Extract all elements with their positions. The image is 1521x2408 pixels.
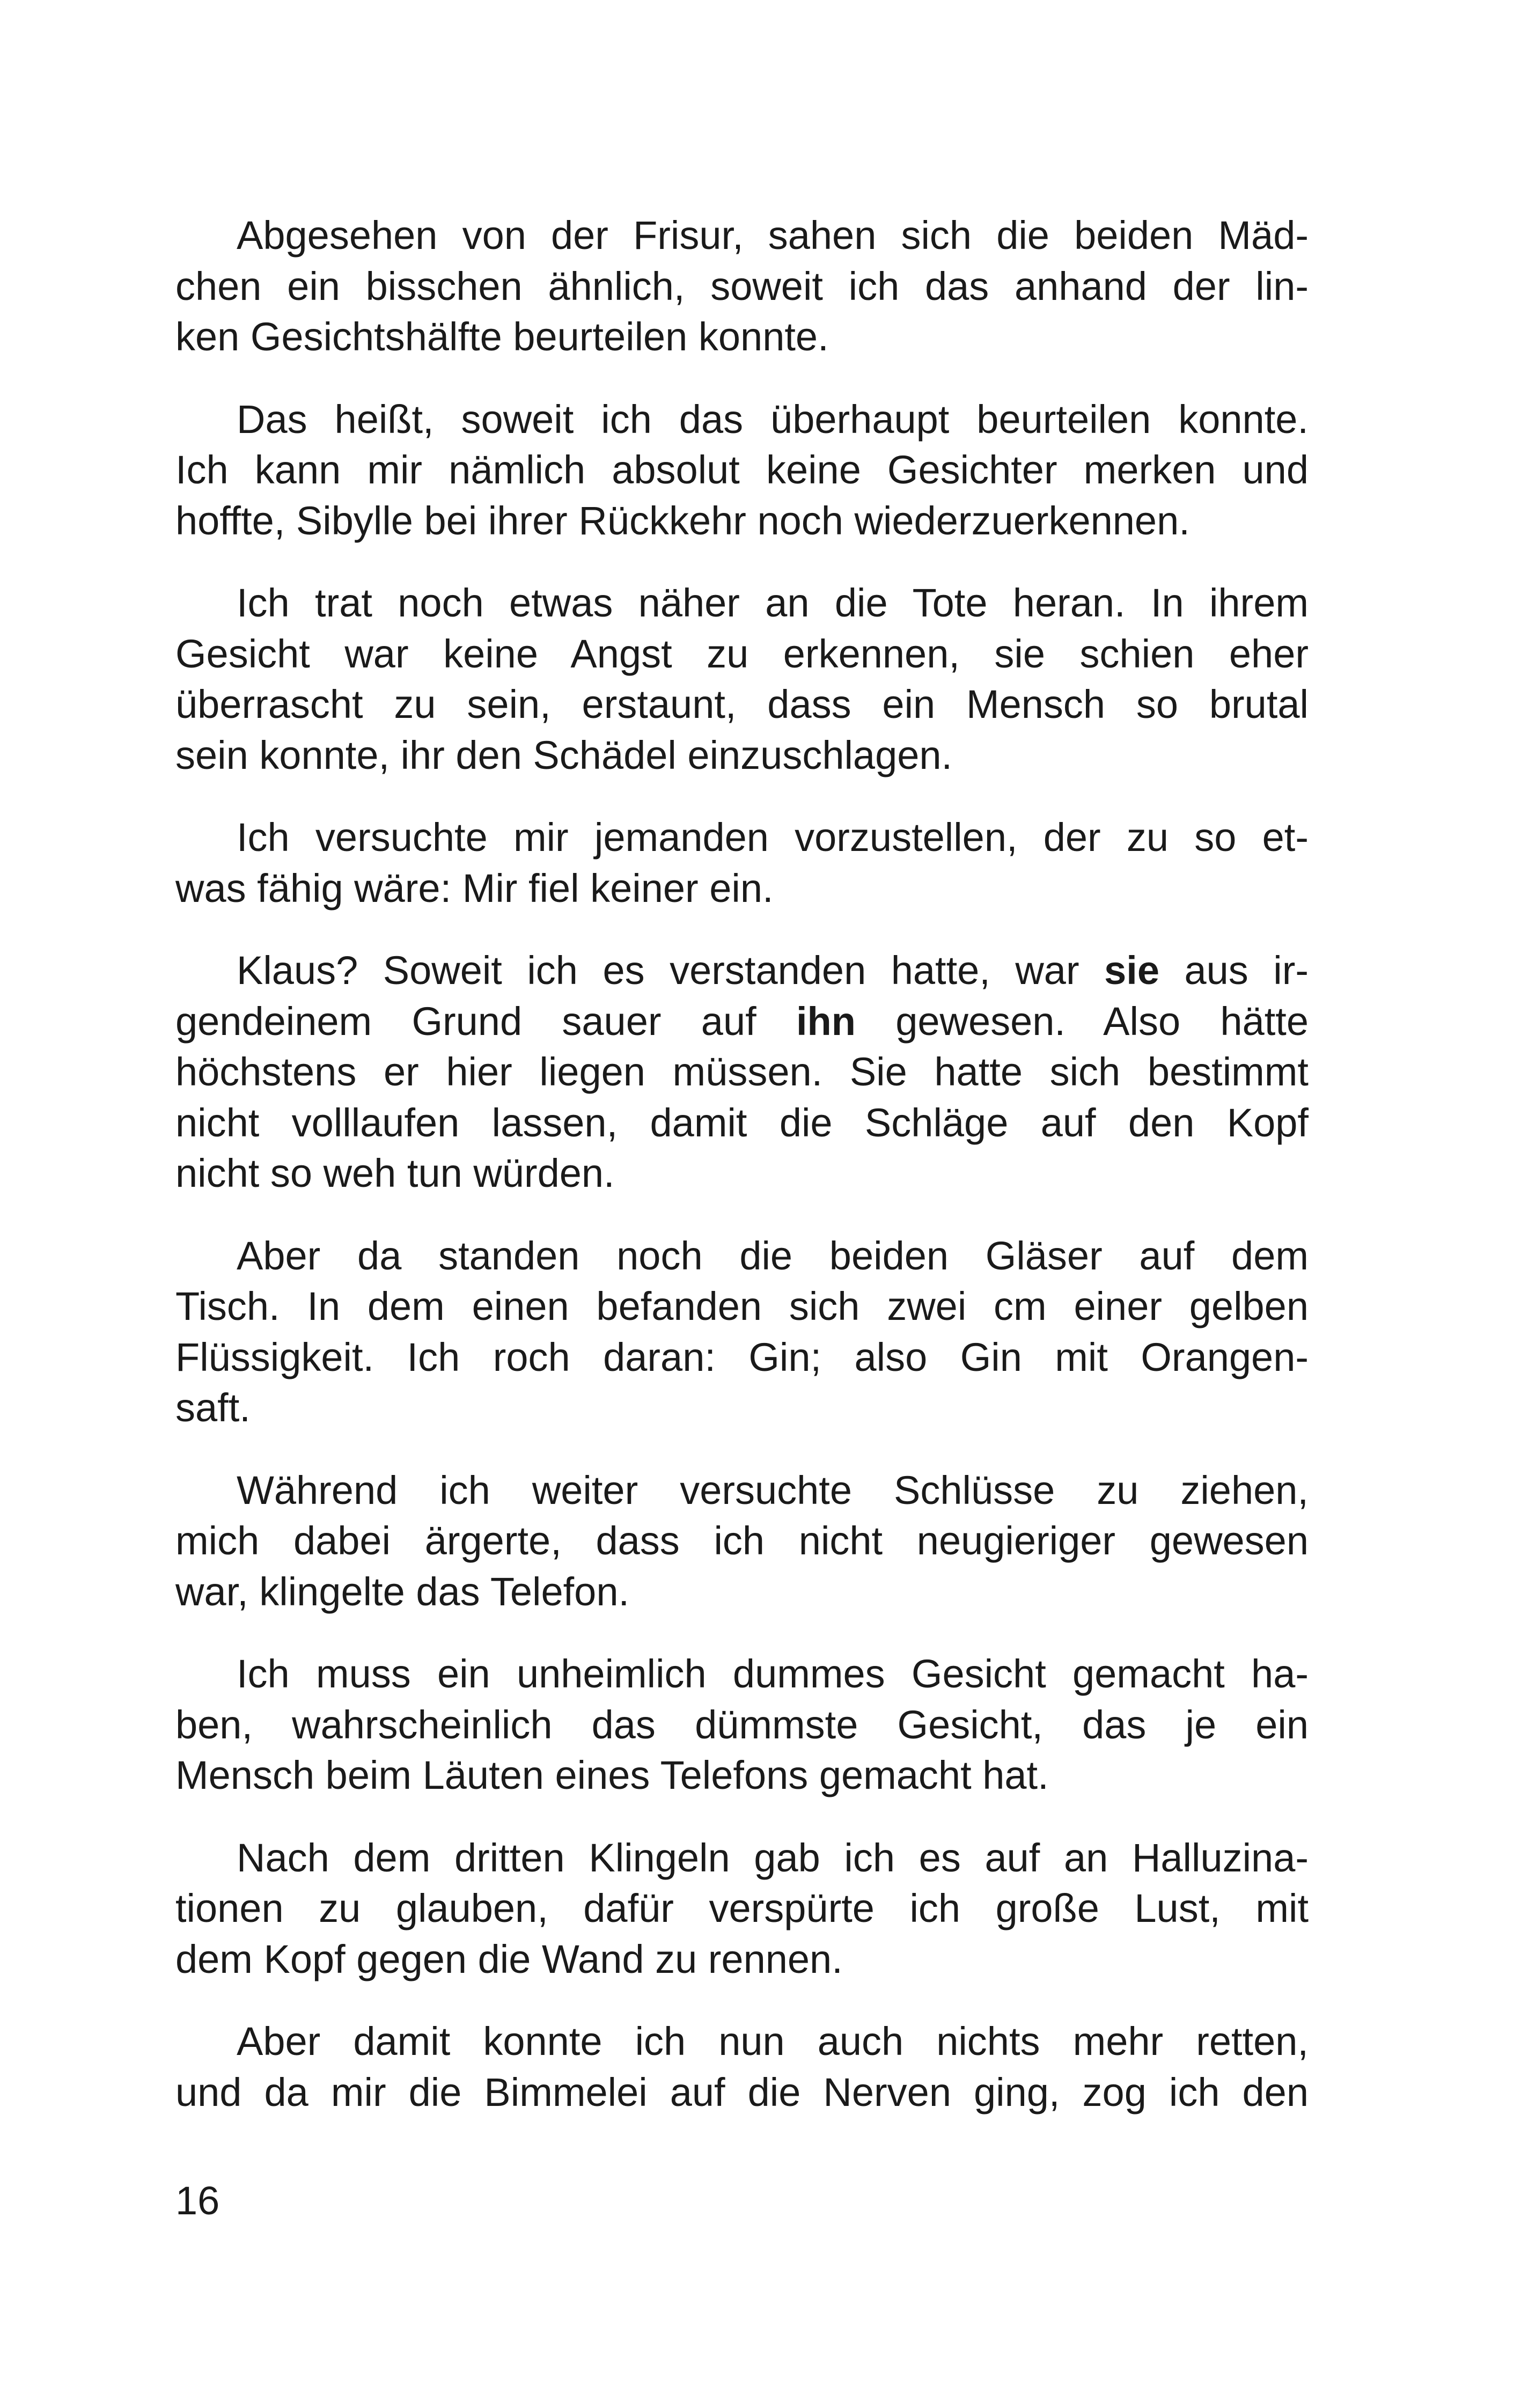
text-line: saft. — [175, 1385, 251, 1430]
text-line: Ich muss ein unheimlich dummes Gesicht gemacht ha- — [237, 1651, 1309, 1696]
text-line: hoffte, Sibylle bei ihrer Rückkehr noch wiederzuerkennen. — [175, 498, 1190, 543]
text-line: Ich versuchte mir jemanden vorzustellen, der zu so et- — [237, 815, 1309, 860]
text-line: Nach dem dritten Klingeln gab ich es auf an Halluzina- — [237, 1835, 1309, 1880]
text-line: und da mir die Bimmelei auf die Nerven ging, zog ich den — [175, 2069, 1309, 2115]
paragraph-with-emphasis — [175, 945, 1309, 1199]
paragraph — [175, 210, 1309, 363]
text-line: sein konnte, ihr den Schädel einzuschlagen. — [175, 732, 953, 777]
paragraph — [175, 2016, 1309, 2118]
paragraph — [175, 1465, 1309, 1618]
text-line: Während ich weiter versuchte Schlüsse zu ziehen, — [237, 1467, 1309, 1513]
text-line: ken Gesichtshälfte beurteilen konnte. — [175, 314, 829, 359]
text-line: Klaus? Soweit ich es verstanden hatte, war sie aus ir- — [237, 948, 1309, 993]
text-line: gendeinem Grund sauer auf ihn gewesen. Also hätte — [175, 999, 1309, 1044]
paragraph — [175, 1833, 1309, 1985]
text-line: tionen zu glauben, dafür verspürte ich große Lust, mit — [175, 1886, 1309, 1930]
text-line: Das heißt, soweit ich das überhaupt beurteilen konnte. — [237, 397, 1309, 442]
paragraph — [175, 578, 1309, 781]
text-line: überrascht zu sein, erstaunt, dass ein Mensch so brutal — [175, 682, 1309, 726]
text-line: dem Kopf gegen die Wand zu rennen. — [175, 1936, 843, 1981]
text-line: war, klingelte das Telefon. — [175, 1569, 630, 1614]
text-line: chen ein bisschen ähnlich, soweit ich das anhand der lin- — [175, 263, 1309, 309]
text-line: mich dabei ärgerte, dass ich nicht neugieriger gewesen — [175, 1518, 1309, 1563]
text-line: Ich kann mir nämlich absolut keine Gesichter merken und — [175, 447, 1309, 492]
text-line: Flüssigkeit. Ich roch daran: Gin; also Gin mit Orangen- — [175, 1334, 1309, 1379]
paragraph — [175, 812, 1309, 914]
emphasized-word: sie — [1104, 948, 1159, 993]
paragraph — [175, 1649, 1309, 1801]
text-line: nicht volllaufen lassen, damit die Schläge auf den Kopf — [175, 1100, 1309, 1145]
page-number: 16 — [175, 2178, 220, 2223]
text-line: Ich trat noch etwas näher an die Tote heran. In ihrem — [237, 581, 1309, 625]
text-line: Mensch beim Läuten eines Telefons gemacht hat. — [175, 1753, 1049, 1797]
text-line: was fähig wäre: Mir fiel keiner ein. — [175, 865, 774, 911]
text-line: Aber damit konnte ich nun auch nichts mehr retten, — [237, 2019, 1309, 2064]
text-line: Aber da standen noch die beiden Gläser auf dem — [237, 1233, 1309, 1278]
text-line: höchstens er hier liegen müssen. Sie hatte sich bestimmt — [175, 1049, 1309, 1094]
text-line: nicht so weh tun würden. — [175, 1151, 615, 1195]
paragraph — [175, 394, 1309, 547]
text-line: ben, wahrscheinlich das dümmste Gesicht, das je ein — [175, 1702, 1309, 1747]
emphasized-word: ihn — [796, 999, 856, 1044]
text-line: Abgesehen von der Frisur, sahen sich die beiden Mäd- — [237, 213, 1309, 258]
text-line: Tisch. In dem einen befanden sich zwei cm einer gelben — [175, 1284, 1309, 1328]
paragraph — [175, 1231, 1309, 1434]
book-page-body — [175, 210, 1309, 2149]
text-line: Gesicht war keine Angst zu erkennen, sie schien eher — [175, 631, 1309, 676]
